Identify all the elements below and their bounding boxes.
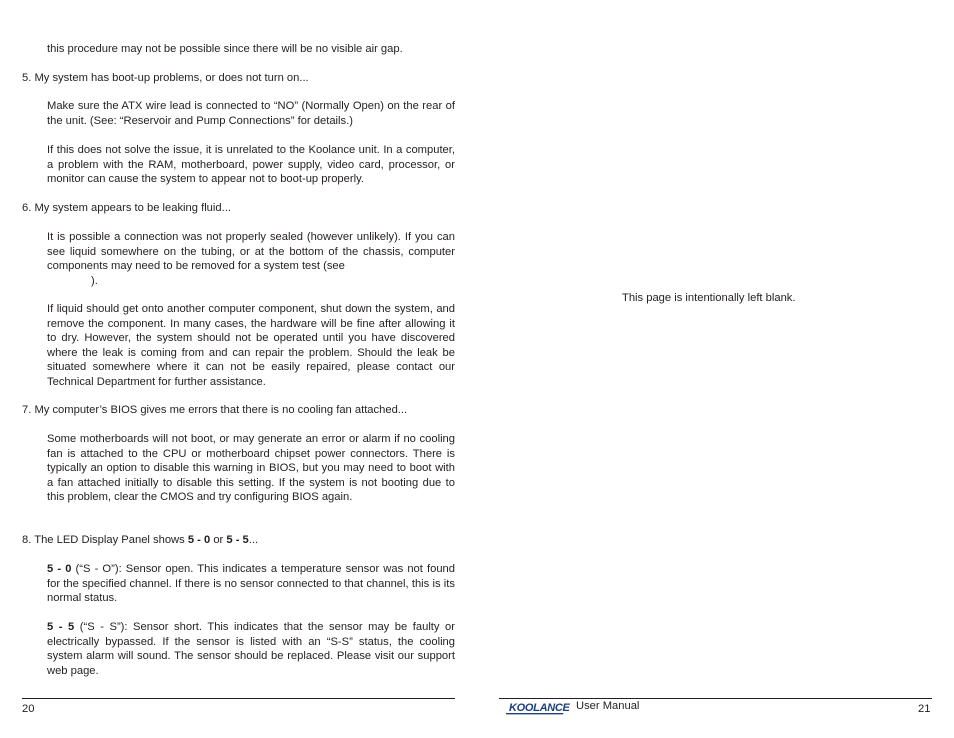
question-7: 7. My computer’s BIOS gives me errors that there is no cooling fan attached... xyxy=(22,404,408,416)
q8-answer-2-text: (“S - S”): Sensor short. This indicates that the sensor may be faulty or electrically bypassed. If the sensor is listed with an “S-S” status, the cooling system alarm will sound. The sensor should be replaced. Please visit our support web page. xyxy=(47,621,455,677)
page-number-right: 21 xyxy=(918,703,931,715)
right-page xyxy=(477,0,954,738)
q8-answer-1-code: 5 - 0 xyxy=(47,563,72,575)
q5-answer-1: Make sure the ATX wire lead is connected to “NO” (Normally Open) on the rear of the unit. (See: “Reservoir and Pump Connections” for details.) xyxy=(47,100,455,127)
question-5: 5. My system has boot-up problems, or does not turn on... xyxy=(22,72,309,84)
blank-page-notice: This page is intentionally left blank. xyxy=(622,292,796,304)
q8-or: or xyxy=(210,534,227,546)
q8-suffix: ... xyxy=(248,534,259,546)
footer-rule-left xyxy=(22,698,455,699)
continued-text: this procedure may not be possible since there will be no visible air gap. xyxy=(47,43,403,55)
koolance-logo xyxy=(506,699,570,717)
q6-answer-1: It is possible a connection was not properly sealed (however unlikely). If you can see liquid somewhere on the tubing, or at the bottom of the chassis, computer components may need to be removed for a system test (see xyxy=(47,231,455,273)
page-number-left: 20 xyxy=(22,703,35,715)
q8-answer-1 xyxy=(47,562,455,606)
question-6: 6. My system appears to be leaking fluid... xyxy=(22,202,231,214)
logo-text: KOOLANCE xyxy=(509,702,570,714)
q7-answer-1: Some motherboards will not boot, or may generate an error or alarm if no cooling fan is attached to the CPU or motherboard chipset power connectors. There is typically an option to disable this warning in BIOS, but you may need to boot with a fan attached initially to disable this setting. If the system is not booting due to this problem, clear the CMOS and try configuring BIOS again. xyxy=(47,433,455,504)
q8-prefix: 8. The LED Display Panel shows xyxy=(22,534,188,546)
led-code-5-5: 5 - 5 xyxy=(226,534,249,546)
q8-answer-2 xyxy=(47,620,455,678)
footer-user-manual: User Manual xyxy=(576,700,640,712)
q8-answer-1-text: (“S - O”): Sensor open. This indicates a temperature sensor was not found for the specified channel. If there is no sensor connected to that channel, this is its normal status. xyxy=(47,563,455,605)
q5-answer-2: If this does not solve the issue, it is unrelated to the Koolance unit. In a computer, a problem with the RAM, motherboard, power supply, video card, processor, or monitor can cause the system to appear not to boot-up properly. xyxy=(47,144,455,186)
question-8 xyxy=(22,533,258,548)
q8-answer-2-code: 5 - 5 xyxy=(47,621,75,633)
led-code-5-0: 5 - 0 xyxy=(187,534,211,546)
q6-answer-1-end: ). xyxy=(91,275,98,287)
q6-answer-2: If liquid should get onto another computer component, shut down the system, and remove the component. In many cases, the hardware will be fine after allowing it to dry. However, the system should not be operated until you have discovered where the leak is coming from and can repair the problem. Should the leak be situated somewhere where it can not be easily repaired, please contact our Technical Department for further assistance. xyxy=(47,303,455,388)
